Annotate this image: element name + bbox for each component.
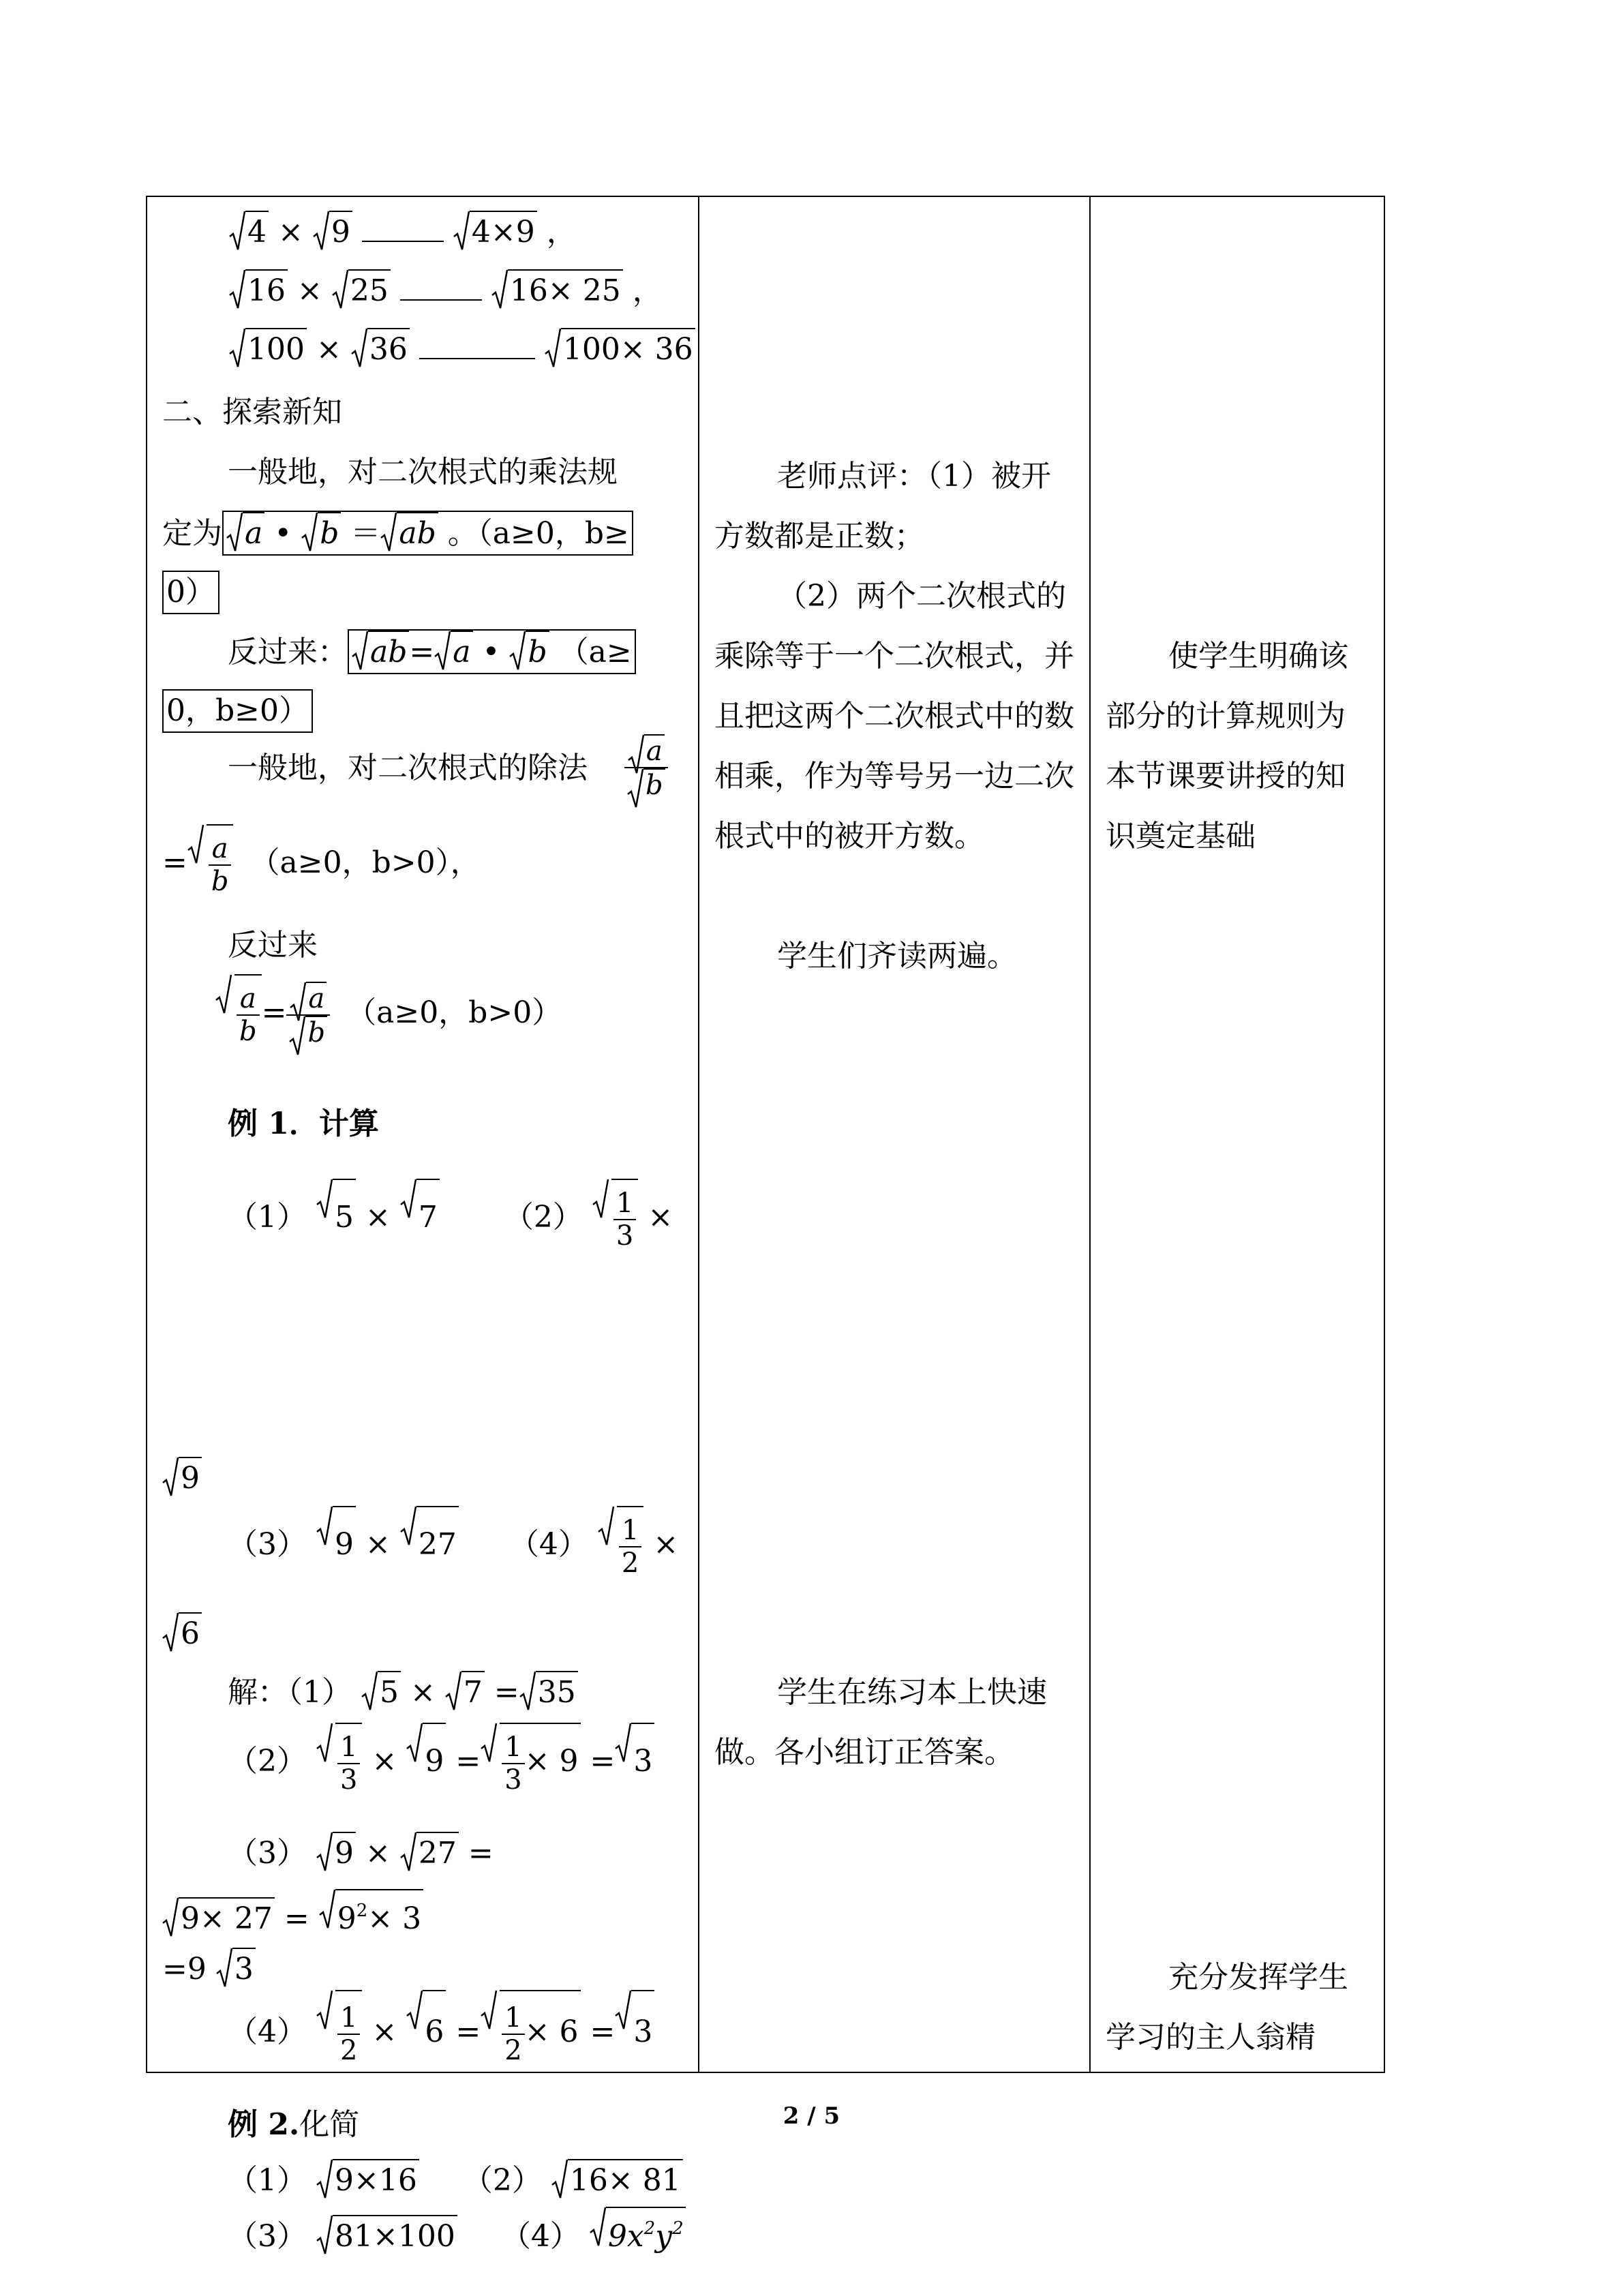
answer-blank: [419, 328, 535, 359]
activity-column: [699, 196, 1090, 2072]
intent-column: [1090, 196, 1384, 2072]
solution-2: （2） $\frac{1}{3}$ × 9 = $\frac{1}{3}$ × 9 = 3: [228, 1723, 654, 1799]
solution-4: （4） $\frac{1}{2}$ × 6 = $\frac{1}{2}$ × 6 = 3: [228, 1990, 654, 2073]
example-1-row-1: （1） 5 × 7 （2） $\frac{1}{3}$ ×: [228, 1179, 673, 1255]
div-rule-intro: 一般地，对二次根式的除法: [228, 751, 588, 785]
mult-rule-line: 定为 a • b ＝ ab 。（a≥0，b≥: [162, 511, 633, 556]
solution-3-line-3: =9 3: [162, 1948, 256, 1990]
solution-3-line-1: （3） 9 × 27 =: [228, 1832, 494, 1874]
reverse-div-line: $\frac{a}{b}$ = $\frac{a}{b}$ （a≥0，b>0）: [215, 974, 562, 1051]
solution-1: 解：（1） 5 × 7 = 35: [228, 1671, 578, 1713]
answer-blank: [400, 269, 482, 301]
warmup-row-2: 16 × 25 16× 25 ，: [229, 269, 663, 312]
design-intent-2: 充分发挥学生学习的主人翁精: [1106, 1960, 1348, 2055]
warmup-row-3: 100 × 36 100× 36: [229, 328, 695, 370]
reverse-mult-cond: 0，b≥0）: [162, 689, 313, 733]
example-1-title: 例 1．计算: [228, 1106, 379, 1141]
student-reading: 学生们齐读两遍。: [777, 939, 1017, 973]
student-practice: 学生在练习本上快速做。各小组订正答案。: [714, 1675, 1047, 1770]
teacher-comment: 老师点评：（1）被开方数都是正数；: [714, 459, 1051, 554]
mult-rule-cond: 0）: [162, 571, 219, 614]
div-rule-result: = $\frac{a}{b}$ （a≥0，b>0），: [162, 824, 481, 901]
page-number: 2 / 5: [783, 2102, 840, 2130]
example-2-row-1: （1） 9×16 （2） 16× 81: [228, 2159, 683, 2201]
example-1-row-2-wrap: 6: [162, 1612, 202, 1655]
rule-explanation: （2）两个二次根式的乘除等于一个二次根式，并且把这两个二次根式中的数相乘，作为等号另一边二次根式中的被开方数。: [714, 579, 1074, 854]
reverse-mult-box: ab= a • b （a≥: [348, 629, 636, 674]
example-1-row-1-wrap: 9: [162, 1457, 202, 1499]
design-intent-1: 使学生明确该部分的计算规则为本节课要讲授的知识奠定基础: [1106, 639, 1348, 854]
answer-blank: [362, 211, 444, 242]
content-column: [147, 196, 699, 2254]
warmup-row-1: 4 × 9 4×9 ，: [229, 211, 577, 253]
mult-rule-box: a • b ＝ ab 。（a≥0，b≥: [222, 511, 633, 556]
example-2-row-2: （3） 81×100 （4） $9x^2y^2$: [228, 2207, 686, 2257]
example-2-title: 例 2.化简: [228, 2107, 360, 2142]
div-rule-fraction: $\frac{a}{b}$: [624, 734, 668, 801]
reverse-mult-line: 反过来： ab= a • b （a≥: [228, 629, 636, 674]
section-title: 二、探索新知: [162, 395, 342, 429]
mult-rule-intro: 一般地，对二次根式的乘法规: [228, 455, 618, 489]
reverse-div-label: 反过来: [228, 928, 318, 963]
example-1-row-2: （3） 9 × 27 （4） $\frac{1}{2}$ ×: [228, 1506, 678, 1582]
lesson-plan-table: [146, 196, 1385, 2254]
solution-3-line-2: 9× 27 = $9^2\times 3$: [162, 1889, 423, 1939]
